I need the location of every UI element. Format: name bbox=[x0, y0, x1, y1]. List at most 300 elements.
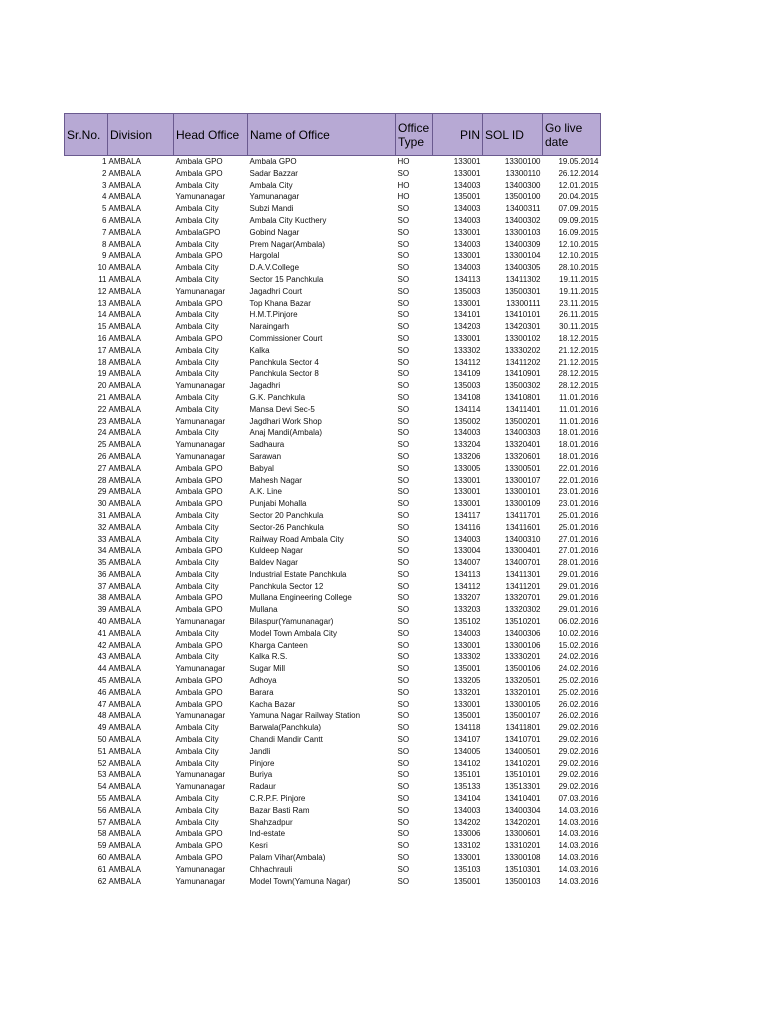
cell-office-type: SO bbox=[397, 475, 410, 485]
cell-sr-no: 3 bbox=[102, 180, 107, 190]
cell-head-office: Ambala GPO bbox=[175, 251, 223, 261]
cell-head-office: Ambala City bbox=[175, 322, 219, 332]
cell-head-office: Ambala City bbox=[175, 345, 219, 355]
cell-name-of-office: Sugar Mill bbox=[249, 664, 286, 674]
cell-go-live-date: 06.02.2016 bbox=[558, 617, 599, 627]
table-row bbox=[65, 451, 601, 463]
cell-pin: 133001 bbox=[453, 333, 481, 343]
cell-sr-no: 61 bbox=[97, 864, 107, 874]
office-table bbox=[64, 113, 601, 887]
cell-pin: 133001 bbox=[453, 227, 481, 237]
cell-head-office: Ambala City bbox=[175, 735, 219, 745]
cell-head-office: Yamunanagar bbox=[175, 440, 226, 450]
table-row bbox=[65, 191, 601, 203]
cell-pin: 134112 bbox=[454, 581, 481, 591]
header-pin: PIN bbox=[433, 114, 483, 156]
cell-name-of-office: A.K. Line bbox=[249, 487, 282, 497]
cell-sr-no: 41 bbox=[97, 628, 107, 638]
cell-go-live-date: 18.01.2016 bbox=[558, 440, 599, 450]
cell-sr-no: 48 bbox=[97, 711, 107, 721]
cell-division: AMBALA bbox=[108, 157, 141, 166]
cell-office-type: SO bbox=[397, 628, 410, 638]
cell-division: AMBALA bbox=[108, 345, 141, 355]
cell-go-live-date: 29.01.2016 bbox=[558, 581, 599, 591]
cell-sol-id: 13300102 bbox=[504, 333, 541, 343]
cell-pin: 134109 bbox=[453, 369, 481, 379]
cell-division: AMBALA bbox=[108, 440, 141, 450]
cell-sr-no: 62 bbox=[97, 876, 107, 886]
cell-office-type: SO bbox=[397, 499, 410, 509]
cell-division: AMBALA bbox=[108, 558, 141, 568]
cell-name-of-office: Buriya bbox=[249, 770, 273, 780]
cell-division: AMBALA bbox=[108, 239, 141, 249]
cell-go-live-date: 28.10.2015 bbox=[558, 263, 599, 273]
cell-office-type: SO bbox=[397, 251, 410, 261]
cell-name-of-office: Chhachrauli bbox=[249, 864, 293, 874]
cell-sr-no: 60 bbox=[97, 853, 107, 863]
cell-division: AMBALA bbox=[108, 274, 141, 284]
cell-sr-no: 5 bbox=[102, 204, 107, 214]
cell-name-of-office: Baldev Nagar bbox=[249, 558, 298, 568]
header-name-of-office: Name of Office bbox=[248, 114, 396, 156]
header-head-office: Head Office bbox=[174, 114, 248, 156]
cell-head-office: Ambala City bbox=[175, 758, 219, 768]
table-row bbox=[65, 840, 601, 852]
cell-go-live-date: 25.02.2016 bbox=[558, 687, 599, 697]
cell-sr-no: 16 bbox=[97, 333, 107, 343]
cell-pin: 133001 bbox=[453, 298, 481, 308]
cell-office-type: SO bbox=[397, 416, 410, 426]
cell-head-office: Ambala City bbox=[175, 522, 219, 532]
cell-division: AMBALA bbox=[108, 841, 141, 851]
cell-division: AMBALA bbox=[108, 499, 141, 509]
cell-office-type: SO bbox=[397, 699, 410, 709]
table-row bbox=[65, 793, 601, 805]
cell-go-live-date: 14.03.2016 bbox=[558, 805, 599, 815]
cell-pin: 133001 bbox=[453, 487, 481, 497]
table-row bbox=[65, 758, 601, 770]
cell-head-office: Ambala GPO bbox=[175, 640, 223, 650]
cell-sol-id: 13320401 bbox=[504, 440, 541, 450]
cell-name-of-office: Industrial Estate Panchkula bbox=[249, 569, 347, 579]
cell-pin: 133001 bbox=[453, 157, 481, 166]
cell-pin: 133206 bbox=[453, 451, 481, 461]
table-row bbox=[65, 828, 601, 840]
cell-go-live-date: 14.03.2016 bbox=[558, 829, 599, 839]
cell-division: AMBALA bbox=[108, 522, 141, 532]
cell-sr-no: 19 bbox=[97, 369, 107, 379]
cell-sol-id: 13420201 bbox=[504, 817, 541, 827]
cell-go-live-date: 11.01.2016 bbox=[559, 416, 599, 426]
cell-head-office: Ambala GPO bbox=[175, 499, 223, 509]
cell-office-type: SO bbox=[397, 841, 410, 851]
cell-office-type: SO bbox=[397, 451, 410, 461]
cell-sr-no: 56 bbox=[97, 805, 107, 815]
cell-name-of-office: Sadar Bazzar bbox=[249, 168, 298, 178]
cell-division: AMBALA bbox=[108, 475, 141, 485]
cell-office-type: SO bbox=[397, 239, 410, 249]
cell-head-office: Yamunanagar bbox=[175, 192, 226, 202]
table-row bbox=[65, 675, 601, 687]
cell-head-office: Yamunanagar bbox=[175, 381, 226, 391]
cell-go-live-date: 19.11.2015 bbox=[559, 274, 599, 284]
cell-sol-id: 13300105 bbox=[504, 699, 541, 709]
cell-pin: 133001 bbox=[453, 475, 481, 485]
cell-sol-id: 13300104 bbox=[504, 251, 541, 261]
cell-sol-id: 13300107 bbox=[504, 475, 541, 485]
table-row bbox=[65, 616, 601, 628]
table-row bbox=[65, 498, 601, 510]
cell-office-type: SO bbox=[397, 392, 410, 402]
table-row bbox=[65, 651, 601, 663]
cell-office-type: SO bbox=[397, 794, 410, 804]
cell-sol-id: 13513301 bbox=[504, 782, 541, 792]
cell-go-live-date: 10.02.2016 bbox=[558, 628, 599, 638]
cell-sr-no: 14 bbox=[97, 310, 107, 320]
cell-go-live-date: 22.01.2016 bbox=[558, 463, 599, 473]
cell-head-office: Ambala GPO bbox=[175, 487, 223, 497]
cell-name-of-office: Sector-26 Panchkula bbox=[249, 522, 324, 532]
cell-sol-id: 13400300 bbox=[504, 180, 541, 190]
cell-sr-no: 37 bbox=[97, 581, 107, 591]
cell-go-live-date: 07.09.2015 bbox=[558, 204, 599, 214]
cell-name-of-office: Railway Road Ambala City bbox=[249, 534, 344, 544]
cell-office-type: SO bbox=[397, 534, 410, 544]
cell-office-type: SO bbox=[397, 322, 410, 332]
cell-office-type: SO bbox=[397, 381, 410, 391]
cell-office-type: SO bbox=[397, 581, 410, 591]
table-row bbox=[65, 180, 601, 192]
cell-sol-id: 13400302 bbox=[504, 215, 541, 225]
cell-division: AMBALA bbox=[108, 369, 141, 379]
table-row bbox=[65, 864, 601, 876]
cell-go-live-date: 23.01.2016 bbox=[558, 499, 599, 509]
cell-pin: 134113 bbox=[454, 569, 481, 579]
cell-sr-no: 2 bbox=[102, 168, 107, 178]
cell-pin: 134108 bbox=[453, 392, 481, 402]
cell-go-live-date: 12.10.2015 bbox=[558, 251, 599, 261]
cell-head-office: Yamunanagar bbox=[175, 782, 226, 792]
cell-division: AMBALA bbox=[108, 192, 141, 202]
cell-sol-id: 13400303 bbox=[504, 428, 541, 438]
cell-name-of-office: Jandli bbox=[249, 746, 271, 756]
cell-head-office: Ambala GPO bbox=[175, 475, 223, 485]
cell-name-of-office: Anaj Mandi(Ambala) bbox=[249, 428, 322, 438]
cell-head-office: Ambala GPO bbox=[175, 841, 223, 851]
cell-division: AMBALA bbox=[108, 652, 141, 662]
cell-sr-no: 36 bbox=[97, 569, 107, 579]
cell-pin: 133001 bbox=[453, 853, 481, 863]
cell-go-live-date: 29.01.2016 bbox=[558, 605, 599, 615]
cell-head-office: Ambala City bbox=[175, 263, 219, 273]
cell-pin: 133001 bbox=[453, 251, 481, 261]
cell-pin: 134114 bbox=[454, 404, 481, 414]
cell-name-of-office: Yamunanagar bbox=[249, 192, 300, 202]
cell-head-office: Yamunanagar bbox=[175, 664, 226, 674]
table-row bbox=[65, 557, 601, 569]
cell-division: AMBALA bbox=[108, 322, 141, 332]
cell-name-of-office: Yamuna Nagar Railway Station bbox=[249, 711, 361, 721]
table-row bbox=[65, 416, 601, 428]
cell-go-live-date: 29.01.2016 bbox=[558, 569, 599, 579]
table-row bbox=[65, 380, 601, 392]
cell-name-of-office: Punjabi Mohalla bbox=[249, 499, 307, 509]
cell-name-of-office: D.A.V.College bbox=[249, 263, 300, 273]
cell-go-live-date: 29.02.2016 bbox=[558, 770, 599, 780]
cell-name-of-office: Kesri bbox=[249, 841, 268, 851]
cell-sol-id: 13400311 bbox=[505, 204, 541, 214]
header-go-live-date: Go live date bbox=[543, 114, 601, 156]
cell-pin: 135001 bbox=[453, 664, 481, 674]
cell-head-office: Ambala City bbox=[175, 369, 219, 379]
cell-sr-no: 13 bbox=[97, 298, 107, 308]
cell-division: AMBALA bbox=[108, 392, 141, 402]
cell-name-of-office: Commissioner Court bbox=[249, 333, 323, 343]
cell-go-live-date: 18.01.2016 bbox=[558, 428, 599, 438]
cell-name-of-office: Top Khana Bazar bbox=[249, 298, 311, 308]
cell-sr-no: 58 bbox=[97, 829, 107, 839]
cell-name-of-office: Naraingarh bbox=[249, 322, 290, 332]
cell-sol-id: 13500103 bbox=[504, 876, 541, 886]
cell-sol-id: 13400501 bbox=[504, 746, 541, 756]
cell-sr-no: 20 bbox=[97, 381, 107, 391]
cell-sol-id: 13310201 bbox=[504, 841, 541, 851]
cell-office-type: SO bbox=[397, 333, 410, 343]
cell-division: AMBALA bbox=[108, 723, 141, 733]
table-row bbox=[65, 156, 601, 168]
cell-sr-no: 10 bbox=[97, 263, 107, 273]
cell-head-office: Ambala City bbox=[175, 794, 219, 804]
cell-office-type: SO bbox=[397, 723, 410, 733]
cell-sr-no: 21 bbox=[97, 392, 107, 402]
cell-head-office: Yamunanagar bbox=[175, 711, 226, 721]
cell-go-live-date: 19.05.2014 bbox=[558, 157, 599, 166]
cell-go-live-date: 12.10.2015 bbox=[558, 239, 599, 249]
table-body bbox=[65, 156, 601, 888]
header-sr-no: Sr.No. bbox=[65, 114, 108, 156]
table-row bbox=[65, 215, 601, 227]
table-row bbox=[65, 333, 601, 345]
cell-go-live-date: 24.02.2016 bbox=[558, 664, 599, 674]
cell-head-office: Ambala GPO bbox=[175, 676, 223, 686]
cell-go-live-date: 29.01.2016 bbox=[558, 593, 599, 603]
cell-sr-no: 6 bbox=[102, 215, 107, 225]
cell-go-live-date: 25.01.2016 bbox=[558, 510, 599, 520]
table-row bbox=[65, 345, 601, 357]
cell-office-type: SO bbox=[397, 711, 410, 721]
cell-office-type: SO bbox=[397, 817, 410, 827]
cell-pin: 134202 bbox=[453, 817, 481, 827]
table-row bbox=[65, 239, 601, 251]
cell-pin: 134003 bbox=[453, 534, 481, 544]
cell-head-office: Ambala City bbox=[175, 805, 219, 815]
cell-head-office: Yamunanagar bbox=[175, 864, 226, 874]
cell-sol-id: 13320701 bbox=[504, 593, 541, 603]
cell-pin: 134117 bbox=[454, 510, 481, 520]
cell-office-type: SO bbox=[397, 617, 410, 627]
cell-pin: 133006 bbox=[453, 829, 481, 839]
cell-name-of-office: Barwala(Panchkula) bbox=[249, 723, 322, 733]
cell-sr-no: 30 bbox=[97, 499, 107, 509]
cell-head-office: Ambala GPO bbox=[175, 687, 223, 697]
cell-name-of-office: Mansa Devi Sec-5 bbox=[249, 404, 315, 414]
table-row bbox=[65, 427, 601, 439]
cell-sr-no: 15 bbox=[97, 322, 107, 332]
cell-pin: 133203 bbox=[453, 605, 481, 615]
cell-division: AMBALA bbox=[108, 794, 141, 804]
table-row bbox=[65, 805, 601, 817]
table-row bbox=[65, 262, 601, 274]
cell-pin: 133001 bbox=[453, 640, 481, 650]
cell-name-of-office: Babyal bbox=[249, 463, 274, 473]
cell-office-type: SO bbox=[397, 605, 410, 615]
cell-division: AMBALA bbox=[108, 617, 141, 627]
cell-office-type: HO bbox=[397, 180, 410, 190]
cell-office-type: SO bbox=[397, 676, 410, 686]
cell-office-type: SO bbox=[397, 298, 410, 308]
cell-office-type: SO bbox=[397, 569, 410, 579]
cell-name-of-office: Palam Vihar(Ambala) bbox=[249, 853, 326, 863]
cell-name-of-office: Kuldeep Nagar bbox=[249, 546, 303, 556]
cell-go-live-date: 26.12.2014 bbox=[558, 168, 599, 178]
cell-name-of-office: Mullana Engineering College bbox=[249, 593, 352, 603]
cell-go-live-date: 16.09.2015 bbox=[558, 227, 599, 237]
cell-name-of-office: Model Town Ambala City bbox=[249, 628, 337, 638]
cell-pin: 134116 bbox=[454, 522, 481, 532]
cell-head-office: Ambala GPO bbox=[175, 853, 223, 863]
cell-go-live-date: 29.02.2016 bbox=[558, 782, 599, 792]
cell-division: AMBALA bbox=[108, 215, 141, 225]
cell-head-office: Ambala City bbox=[175, 404, 219, 414]
cell-division: AMBALA bbox=[108, 640, 141, 650]
cell-division: AMBALA bbox=[108, 487, 141, 497]
cell-division: AMBALA bbox=[108, 628, 141, 638]
cell-go-live-date: 23.11.2015 bbox=[559, 298, 599, 308]
cell-head-office: Ambala GPO bbox=[175, 157, 223, 166]
cell-office-type: SO bbox=[397, 522, 410, 532]
cell-head-office: Ambala City bbox=[175, 392, 219, 402]
table-row bbox=[65, 569, 601, 581]
cell-head-office: Ambala City bbox=[175, 215, 219, 225]
cell-division: AMBALA bbox=[108, 510, 141, 520]
cell-name-of-office: Ambala City Kucthery bbox=[249, 215, 327, 225]
table-row bbox=[65, 321, 601, 333]
cell-sol-id: 13320501 bbox=[504, 676, 541, 686]
cell-pin: 133001 bbox=[453, 168, 481, 178]
cell-go-live-date: 29.02.2016 bbox=[558, 723, 599, 733]
cell-division: AMBALA bbox=[108, 534, 141, 544]
cell-pin: 135103 bbox=[453, 864, 481, 874]
cell-sol-id: 13410201 bbox=[504, 758, 541, 768]
cell-sol-id: 13411301 bbox=[505, 569, 541, 579]
cell-go-live-date: 28.12.2015 bbox=[558, 381, 599, 391]
cell-sr-no: 43 bbox=[97, 652, 107, 662]
cell-go-live-date: 18.12.2015 bbox=[558, 333, 599, 343]
cell-go-live-date: 11.01.2016 bbox=[559, 392, 599, 402]
table-row bbox=[65, 298, 601, 310]
cell-name-of-office: Model Town(Yamuna Nagar) bbox=[249, 876, 351, 886]
cell-division: AMBALA bbox=[108, 782, 141, 792]
cell-division: AMBALA bbox=[108, 180, 141, 190]
cell-sr-no: 55 bbox=[97, 794, 107, 804]
cell-go-live-date: 14.03.2016 bbox=[558, 876, 599, 886]
cell-head-office: Ambala City bbox=[175, 357, 219, 367]
cell-head-office: Yamunanagar bbox=[175, 876, 226, 886]
cell-head-office: Yamunanagar bbox=[175, 416, 226, 426]
cell-pin: 133001 bbox=[453, 699, 481, 709]
cell-division: AMBALA bbox=[108, 428, 141, 438]
cell-go-live-date: 14.03.2016 bbox=[558, 841, 599, 851]
cell-sol-id: 13410801 bbox=[504, 392, 541, 402]
cell-division: AMBALA bbox=[108, 357, 141, 367]
table-row bbox=[65, 734, 601, 746]
cell-head-office: Ambala City bbox=[175, 510, 219, 520]
cell-pin: 134003 bbox=[453, 805, 481, 815]
cell-go-live-date: 14.03.2016 bbox=[558, 853, 599, 863]
cell-go-live-date: 21.12.2015 bbox=[558, 357, 599, 367]
cell-office-type: SO bbox=[397, 735, 410, 745]
cell-head-office: Ambala City bbox=[175, 581, 219, 591]
cell-division: AMBALA bbox=[108, 333, 141, 343]
table-row bbox=[65, 510, 601, 522]
cell-head-office: Ambala City bbox=[175, 239, 219, 249]
cell-office-type: SO bbox=[397, 440, 410, 450]
cell-office-type: SO bbox=[397, 558, 410, 568]
cell-office-type: SO bbox=[397, 652, 410, 662]
cell-office-type: SO bbox=[397, 687, 410, 697]
cell-go-live-date: 24.02.2016 bbox=[558, 652, 599, 662]
cell-sol-id: 13300109 bbox=[504, 499, 541, 509]
cell-division: AMBALA bbox=[108, 286, 141, 296]
cell-division: AMBALA bbox=[108, 310, 141, 320]
cell-go-live-date: 27.01.2016 bbox=[558, 546, 599, 556]
cell-name-of-office: Prem Nagar(Ambala) bbox=[249, 239, 326, 249]
cell-name-of-office: Mullana bbox=[249, 605, 278, 615]
cell-pin: 135133 bbox=[453, 782, 481, 792]
cell-sol-id: 13411202 bbox=[505, 357, 541, 367]
cell-sol-id: 13330202 bbox=[504, 345, 541, 355]
cell-head-office: Ambala GPO bbox=[175, 333, 223, 343]
cell-sr-no: 54 bbox=[97, 782, 107, 792]
cell-head-office: AmbalaGPO bbox=[175, 227, 221, 237]
cell-division: AMBALA bbox=[108, 581, 141, 591]
cell-pin: 133205 bbox=[453, 676, 481, 686]
cell-name-of-office: G.K. Panchkula bbox=[249, 392, 306, 402]
cell-sol-id: 13400306 bbox=[504, 628, 541, 638]
table-row bbox=[65, 392, 601, 404]
cell-sr-no: 22 bbox=[97, 404, 107, 414]
cell-sol-id: 13300103 bbox=[504, 227, 541, 237]
cell-name-of-office: Ind-estate bbox=[249, 829, 286, 839]
cell-head-office: Ambala City bbox=[175, 534, 219, 544]
cell-office-type: SO bbox=[397, 274, 410, 284]
cell-head-office: Ambala City bbox=[175, 628, 219, 638]
cell-sol-id: 13411401 bbox=[505, 404, 541, 414]
cell-pin: 133302 bbox=[453, 652, 481, 662]
header-row bbox=[65, 114, 601, 156]
cell-sol-id: 13300101 bbox=[504, 487, 541, 497]
cell-go-live-date: 30.11.2015 bbox=[559, 322, 599, 332]
cell-sol-id: 13300111 bbox=[506, 298, 541, 308]
cell-name-of-office: Gobind Nagar bbox=[249, 227, 300, 237]
table-row bbox=[65, 203, 601, 215]
cell-office-type: SO bbox=[397, 829, 410, 839]
cell-go-live-date: 15.02.2016 bbox=[558, 640, 599, 650]
cell-division: AMBALA bbox=[108, 416, 141, 426]
cell-pin: 133001 bbox=[453, 499, 481, 509]
cell-go-live-date: 26.11.2015 bbox=[559, 310, 599, 320]
cell-pin: 133201 bbox=[453, 687, 481, 697]
